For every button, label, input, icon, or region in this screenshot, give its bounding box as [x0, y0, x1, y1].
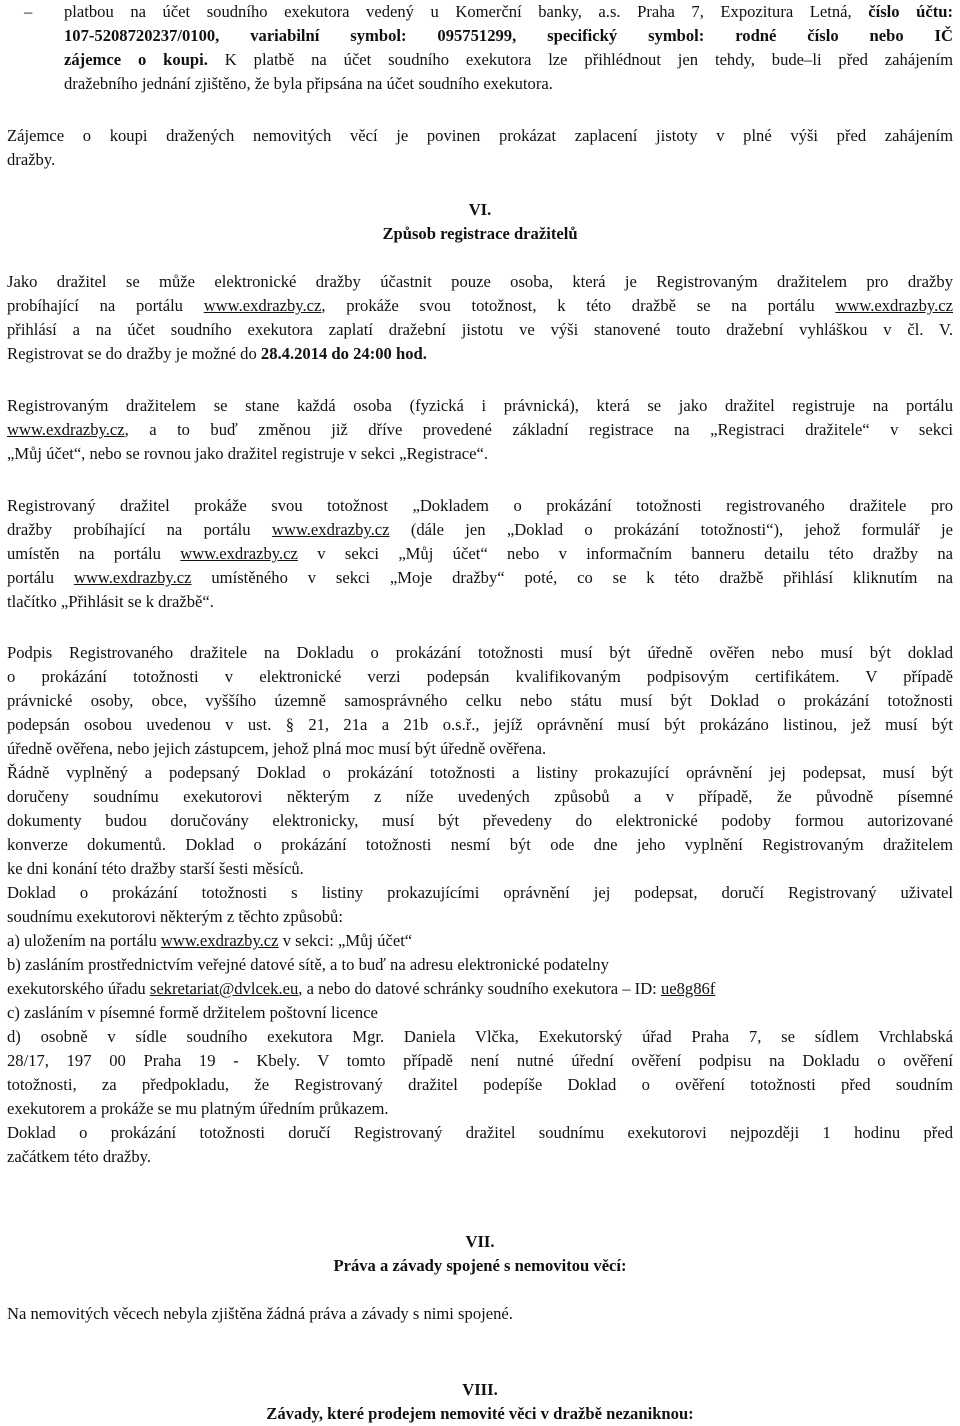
signature-line-7: doručeny soudnímu exekutorovi některým z níže uvedených způsobů a v případě, že původně písemné	[7, 787, 953, 806]
exdrazby-link[interactable]: www.exdrazby.cz	[7, 420, 125, 439]
registration-line-3: přihlásí a na účet soudního exekutora zaplatí dražební jistotu ve výši stanovené touto dražební vyhláškou v čl. V.	[7, 320, 953, 339]
signature-line-3: právnické osoby, obce, vyššího územně samosprávného celku nebo státu musí být Doklad o prokázání totožnosti	[7, 691, 953, 710]
section-7-title: Práva a závady spojené s nemovitou věcí:	[333, 1256, 627, 1275]
databox-id-link[interactable]: ue8g86f	[660, 979, 716, 998]
registration-line-4: Registrovat se do dražby je možné do 28.4.2014 do 24:00 hod.	[7, 344, 427, 363]
exdrazby-link[interactable]: www.exdrazby.cz	[180, 544, 298, 563]
delivery-option-d-line-4: exekutorem a prokáže se mu platným úředním průkazem.	[7, 1099, 389, 1118]
signature-line-4: podepsán osobou uvedenou v ust. § 21, 21a a 21b o.s.ř., jejíž oprávnění musí být prokázáno listinou, jež musí být	[7, 715, 953, 734]
identity-line-4: portálu www.exdrazby.cz umístěného v sekci „Moje dražby“ poté, co se k této dražbě přihlásí kliknutím na	[7, 568, 953, 587]
exdrazby-link[interactable]: www.exdrazby.cz	[271, 520, 390, 539]
registered-bidder-line-3: „Můj účet“, nebo se rovnou jako dražitel registruje v sekci „Registrace“.	[7, 444, 489, 463]
payment-line-3: zájemce o koupi. K platbě na účet soudního exekutora lze přihlédnout jen tehdy, bude–li před zahájením	[64, 50, 953, 69]
section-8-title: Závady, které prodejem nemovité věci v dražbě nezaniknou:	[266, 1404, 694, 1423]
identity-line-2: dražby probíhající na portálu www.exdrazby.cz (dále jen „Doklad o prokázání totožnosti“), jehož formulář je	[7, 520, 954, 539]
identity-line-5: tlačítko „Přihlásit se k dražbě“.	[7, 592, 214, 611]
signature-line-1: Podpis Registrovaného dražitele na Dokladu o prokázání totožnosti musí být úředně ověřen nebo musí být doklad	[7, 643, 953, 662]
signature-line-12: soudnímu exekutorovi některým z těchto způsobů:	[7, 907, 343, 926]
delivery-option-a: a) uložením na portálu www.exdrazby.cz v sekci: „Můj účet“	[7, 931, 413, 950]
signature-line-10: ke dni konání této dražby starší šesti měsíců.	[7, 859, 304, 878]
signature-line-9: konverze dokumentů. Doklad o prokázání totožnosti nesmí být ode dne jeho vyplnění Registrovaným dražitelem	[7, 835, 953, 854]
delivery-option-b-cont: exekutorského úřadu sekretariat@dvlcek.eu, a nebo do datové schránky soudního exekutora – ID: ue8g86f	[7, 979, 716, 998]
section-6-number: VI.	[468, 200, 492, 219]
exdrazby-link[interactable]: www.exdrazby.cz	[160, 931, 279, 950]
exdrazby-link[interactable]: www.exdrazby.cz	[203, 296, 322, 315]
signature-line-5: úředně ověřena, nebo jejich zástupcem, jehož plná moc musí být úředně ověřena.	[7, 739, 547, 758]
deposit-line-2: dražby.	[7, 150, 56, 169]
identity-line-3: umístěn na portálu www.exdrazby.cz v sekci „Můj účet“ nebo v informačním banneru detailu této dražby na	[7, 544, 953, 563]
section-6-title: Způsob registrace dražitelů	[382, 224, 578, 243]
signature-line-2: o prokázání totožnosti v elektronické verzi podepsán kvalifikovaným podpisovým certifikátem. V případě	[7, 667, 953, 686]
registered-bidder-line-1: Registrovaným dražitelem se stane každá osoba (fyzická i právnická), která se jako dražitel registruje na portálu	[7, 396, 953, 415]
exdrazby-link[interactable]: www.exdrazby.cz	[835, 296, 953, 315]
payment-line-2: 107-5208720237/0100, variabilní symbol: 095751299, specifický symbol: rodné číslo nebo IČ	[64, 26, 953, 45]
delivery-option-d-line-3: totožnosti, za předpokladu, že Registrovaný dražitel podepíše Doklad o ověření totožnosti před soudním	[7, 1075, 953, 1094]
deposit-line-1: Zájemce o koupi dražených nemovitých věcí je povinen prokázat zaplacení jistoty v plné výši před zahájením	[7, 126, 953, 145]
registration-line-2: probíhající na portálu www.exdrazby.cz, prokáže svou totožnost, k této dražbě se na portálu www.exdrazby.cz	[7, 296, 953, 315]
registered-bidder-line-2: www.exdrazby.cz, a to buď změnou již dříve provedené základní registrace na „Registraci dražitele“ v sekci	[7, 420, 953, 439]
section-8-number: VIII.	[462, 1380, 498, 1399]
signature-line-11: Doklad o prokázání totožnosti s listiny prokazujícími oprávnění jej podepsat, doručí Registrovaný uživatel	[7, 883, 953, 902]
section-7-number: VII.	[465, 1232, 495, 1251]
delivery-option-d-line-2: 28/17, 197 00 Praha 19 - Kbely. V tomto případě není nutné úřední ověření podpisu na Dokladu o ověření	[7, 1051, 953, 1070]
delivery-option-d: d) osobně v sídle soudního exekutora Mgr. Daniela Vlčka, Exekutorský úřad Praha 7, se sídlem Vrchlabská	[7, 1027, 953, 1046]
registration-line-1: Jako dražitel se může elektronické dražby účastnit pouze osoba, která je Registrovaným dražitelem pro dražby	[7, 272, 953, 291]
delivery-option-c: c) zasláním v písemné formě držitelem poštovní licence	[7, 1003, 378, 1022]
section-7-text: Na nemovitých věcech nebyla zjištěna žádná práva a závady s nimi spojené.	[7, 1304, 513, 1323]
registration-deadline: 28.4.2014 do 24:00 hod.	[260, 344, 427, 363]
payment-line-1: platbou na účet soudního exekutora vedený u Komerční banky, a.s. Praha 7, Expozitura Letná, číslo účtu:	[64, 2, 953, 21]
delivery-option-b: b) zasláním prostřednictvím veřejné datové sítě, a to buď na adresu elektronické podatelny	[7, 955, 609, 974]
identity-line-1: Registrovaný dražitel prokáže svou totožnost „Dokladem o prokázání totožnosti registrovaného dražitele pro	[7, 496, 953, 515]
email-link[interactable]: sekretariat@dvlcek.eu	[149, 979, 299, 998]
exdrazby-link[interactable]: www.exdrazby.cz	[73, 568, 192, 587]
delivery-deadline-line-2: začátkem této dražby.	[7, 1147, 152, 1166]
bullet-dash: –	[24, 2, 33, 21]
payment-line-4: dražebního jednání zjištěno, že byla připsána na účet soudního exekutora.	[64, 74, 553, 93]
signature-line-6: Řádně vyplněný a podepsaný Doklad o prokázání totožnosti a listiny prokazující oprávnění jej podepsat, musí být	[7, 763, 953, 782]
signature-line-8: dokumenty budou doručovány elektronicky, musí být převedeny do elektronické podoby formou autorizované	[7, 811, 953, 830]
delivery-deadline-line-1: Doklad o prokázání totožnosti doručí Registrovaný dražitel soudnímu exekutorovi nejpozději 1 hodinu před	[7, 1123, 953, 1142]
